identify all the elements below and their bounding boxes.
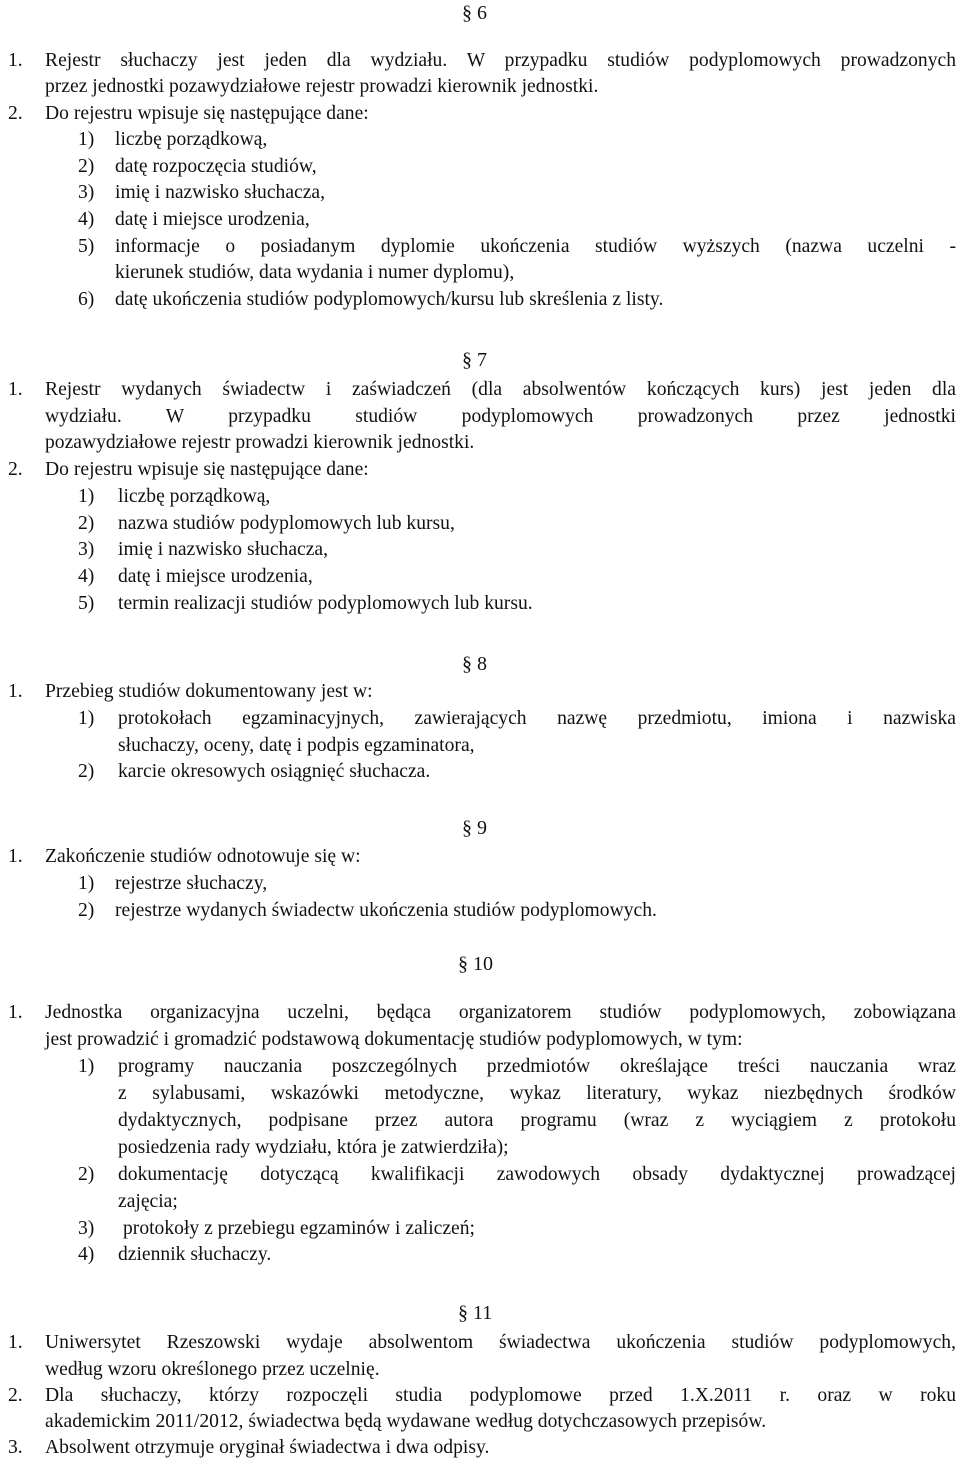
s6-item-text: datę i miejsce urodzenia, [115, 209, 310, 230]
s10-item-text: programy nauczania poszczególnych przedmiotów określające treści nauczania wraz [118, 1056, 956, 1077]
s8-item-text: karcie okresowych osiągnięć słuchacza. [118, 761, 431, 782]
s7-p2-number: 2. [8, 459, 23, 480]
s7-item-number: 1) [78, 486, 95, 507]
s6-item-number: 2) [78, 156, 95, 177]
s6-item-text: imię i nazwisko słuchacza, [115, 182, 326, 203]
s10-item-text: dziennik słuchaczy. [118, 1244, 272, 1265]
s6-item-text: datę ukończenia studiów podyplomowych/kursu lub skreślenia z listy. [115, 289, 664, 310]
s6-item-number: 3) [78, 182, 95, 203]
s10-p1-line2: jest prowadzić i gromadzić podstawową dokumentację studiów podyplomowych, w tym: [45, 1029, 743, 1050]
s7-p1-line1: Rejestr wydanych świadectw i zaświadczeń (dla absolwentów kończących kurs) jest jeden dla [45, 379, 956, 400]
s11-p1-number: 1. [8, 1332, 23, 1353]
s9-p1-number: 1. [8, 846, 23, 867]
s9-item-number: 1) [78, 873, 95, 894]
s6-item-text: informacje o posiadanym dyplomie ukończenia studiów wyższych (nazwa uczelni - [115, 236, 956, 257]
s7-item-text: datę i miejsce urodzenia, [118, 566, 313, 587]
s9-p1-line1: Zakończenie studiów odnotowuje się w: [45, 846, 361, 867]
s11-p1-line2: według wzoru określonego przez uczelnię. [45, 1359, 380, 1380]
s7-p1-line3: pozawydziałowe rejestr prowadzi kierownik jednostki. [45, 432, 475, 453]
s6-item-text: datę rozpoczęcia studiów, [115, 156, 317, 177]
section-7-heading: § 7 [462, 349, 487, 371]
s8-item-number: 1) [78, 708, 95, 729]
s11-p2-line2: akademickim 2011/2012, świadectwa będą wydawane według dotychczasowych przepisów. [45, 1411, 767, 1432]
s10-item-number: 1) [78, 1056, 95, 1077]
s10-item-text-continuation: zajęcia; [118, 1191, 178, 1212]
s6-p1-number: 1. [8, 50, 23, 71]
s7-p2-line1: Do rejestru wpisuje się następujące dane: [45, 459, 369, 480]
s10-item-text-continuation: z sylabusami, wskazówki metodyczne, wykaz literatury, wykaz niezbędnych środków [118, 1083, 956, 1104]
s8-p1-line1: Przebieg studiów dokumentowany jest w: [45, 681, 373, 702]
s6-p1-line2: przez jednostki pozawydziałowe rejestr prowadzi kierownik jednostki. [45, 76, 599, 97]
s11-p3-line1: Absolwent otrzymuje oryginał świadectwa i dwa odpisy. [45, 1437, 490, 1458]
s10-item-text-continuation: posiedzenia rady wydziału, która je zatwierdziła); [118, 1137, 509, 1158]
s11-p2-number: 2. [8, 1385, 23, 1406]
s6-p1-line1: Rejestr słuchaczy jest jeden dla wydziału. W przypadku studiów podyplomowych prowadzonych [45, 50, 956, 71]
s6-item-text-continuation: kierunek studiów, data wydania i numer dyplomu), [115, 262, 515, 283]
s8-item-text-continuation: słuchaczy, oceny, datę i podpis egzaminatora, [118, 735, 475, 756]
s7-p1-line2: wydziału. W przypadku studiów podyplomowych prowadzonych przez jednostki [45, 406, 956, 427]
s7-item-number: 2) [78, 513, 95, 534]
section-6-heading: § 6 [462, 2, 487, 24]
s6-p2-line1: Do rejestru wpisuje się następujące dane: [45, 103, 369, 124]
s11-p2-line1: Dla słuchaczy, którzy rozpoczęli studia podyplomowe przed 1.X.2011 r. oraz w roku [45, 1385, 956, 1406]
s6-item-number: 4) [78, 209, 95, 230]
s8-item-number: 2) [78, 761, 95, 782]
s7-item-number: 4) [78, 566, 95, 587]
s6-item-number: 6) [78, 289, 95, 310]
s11-p1-line1: Uniwersytet Rzeszowski wydaje absolwentom świadectwa ukończenia studiów podyplomowych, [45, 1332, 956, 1353]
s6-item-text: liczbę porządkową, [115, 129, 268, 150]
s7-item-text: termin realizacji studiów podyplomowych lub kursu. [118, 593, 533, 614]
s7-item-text: nazwa studiów podyplomowych lub kursu, [118, 513, 455, 534]
s8-item-text: protokołach egzaminacyjnych, zawierających nazwę przedmiotu, imiona i nazwiska [118, 708, 956, 729]
section-11-heading: § 11 [458, 1302, 493, 1324]
s11-p3-number: 3. [8, 1437, 23, 1458]
s6-p2-number: 2. [8, 103, 23, 124]
s7-item-number: 5) [78, 593, 95, 614]
s6-item-number: 1) [78, 129, 95, 150]
s10-item-number: 3) [78, 1218, 95, 1239]
section-8-heading: § 8 [462, 653, 487, 675]
s9-item-number: 2) [78, 900, 95, 921]
s10-p1-line1: Jednostka organizacyjna uczelni, będąca organizatorem studiów podyplomowych, zobowiązana [45, 1002, 956, 1023]
s7-item-number: 3) [78, 539, 95, 560]
s10-item-text-continuation: dydaktycznych, podpisane przez autora programu (wraz z wyciągiem z protokołu [118, 1110, 956, 1131]
s10-item-text: dokumentację dotyczącą kwalifikacji zawodowych obsady dydaktycznej prowadzącej [118, 1164, 956, 1185]
s7-item-text: liczbę porządkową, [118, 486, 271, 507]
s9-item-text: rejestrze wydanych świadectw ukończenia studiów podyplomowych. [115, 900, 657, 921]
s10-item-number: 2) [78, 1164, 95, 1185]
s10-p1-number: 1. [8, 1002, 23, 1023]
s7-p1-number: 1. [8, 379, 23, 400]
section-9-heading: § 9 [462, 817, 487, 839]
s7-item-text: imię i nazwisko słuchacza, [118, 539, 329, 560]
s6-item-number: 5) [78, 236, 95, 257]
s8-p1-number: 1. [8, 681, 23, 702]
s10-item-number: 4) [78, 1244, 95, 1265]
s10-item-text: protokoły z przebiegu egzaminów i zaliczeń; [123, 1218, 475, 1239]
s9-item-text: rejestrze słuchaczy, [115, 873, 268, 894]
section-10-heading: § 10 [458, 953, 493, 975]
